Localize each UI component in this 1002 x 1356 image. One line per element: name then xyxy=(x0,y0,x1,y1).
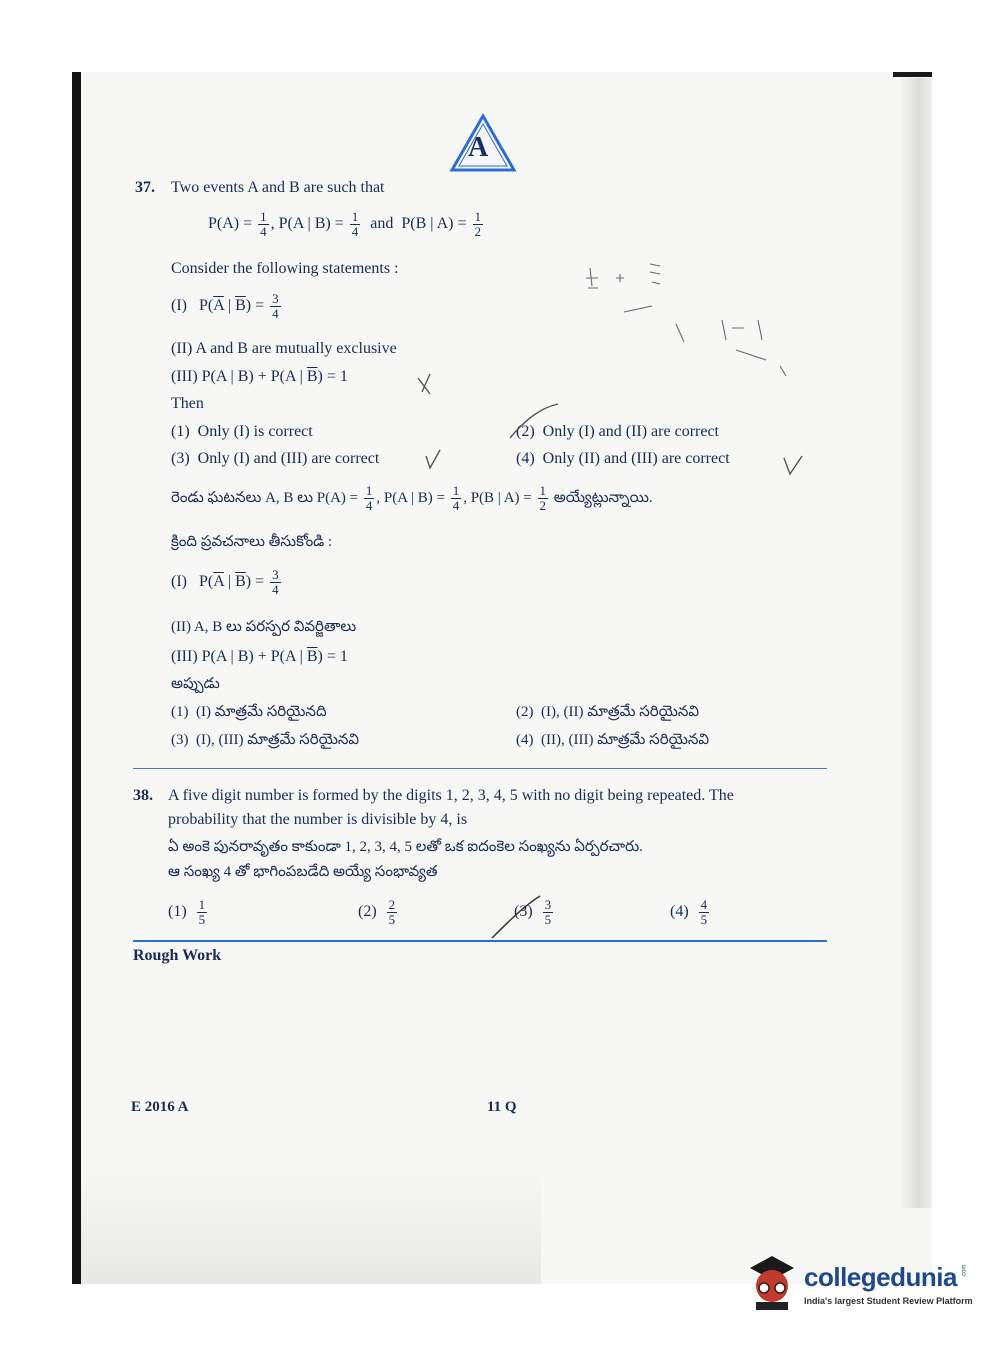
frac-num: 3 xyxy=(544,897,552,912)
q37-te-option-2[interactable] xyxy=(516,704,699,724)
footer-page: 11 Q xyxy=(487,1099,517,1115)
page-shadow xyxy=(81,1170,541,1284)
frac-den: 2 xyxy=(539,498,547,513)
frac-den: 4 xyxy=(351,224,359,239)
option-text: Only (II) and (III) are correct xyxy=(542,450,730,467)
frac-num: 2 xyxy=(388,897,396,912)
frac-num: 1 xyxy=(198,897,206,912)
s1-eq: ) = xyxy=(245,573,265,591)
s3-bbar: $\overline{B}$ xyxy=(306,648,318,665)
pencil-marks-icon xyxy=(400,360,820,510)
frac-num: 1 xyxy=(260,209,267,224)
option-num: (3) xyxy=(171,732,189,748)
footer-code: E 2016 A xyxy=(131,1099,189,1115)
scan-border-top-right xyxy=(893,72,932,77)
q37-statement-3 xyxy=(171,368,348,386)
s1-bbar: $\overline{B}$ xyxy=(235,573,246,591)
s1-label: (I) xyxy=(171,573,187,591)
q37-te-statement-2: (II) A, B లు పరస్పర వివర్జితాలు xyxy=(171,619,357,635)
q37-option-1[interactable] xyxy=(171,423,313,441)
frac-den: 4 xyxy=(452,498,460,513)
s3-bbar: $\overline{B}$ xyxy=(306,368,318,385)
frac-den: 4 xyxy=(365,498,373,513)
q38-te-line2: ఆ సంఖ్య 4 తో భాగింపబడేది అయ్యే సంభావ్యత xyxy=(168,864,438,880)
brand-suffix: .com xyxy=(961,1264,968,1278)
frac-num: 1 xyxy=(365,483,373,498)
s1-bbar: $\overline{B}$ xyxy=(235,297,246,315)
frac-den: 4 xyxy=(260,224,267,239)
q37-statement-2: (II) A and B are mutually exclusive xyxy=(171,340,397,357)
question-divider xyxy=(133,768,827,769)
s1-sep: | xyxy=(223,573,236,591)
option-text: Only (I) and (II) are correct xyxy=(542,423,719,440)
q37-option-3[interactable] xyxy=(171,450,379,468)
s1-label: (I) xyxy=(171,297,187,315)
s1-sep: | xyxy=(223,297,236,315)
s1-abar: $\overline{A}$ xyxy=(213,573,224,591)
frac-num: 3 xyxy=(272,291,279,306)
option-num: (2) xyxy=(516,423,535,440)
option-text: Only (I) is correct xyxy=(197,423,313,440)
frac-den: 5 xyxy=(700,912,708,927)
frac-den: 4 xyxy=(272,306,279,321)
q37-given: P(A) = $\frac{1}{4}$ , P(A | B) = $\frac{1}{4}$ and P(B | A) = $\frac{1}{2}$ xyxy=(208,209,481,239)
option-num: (2) xyxy=(516,704,534,720)
option-num: (1) xyxy=(168,903,187,921)
option-num: (4) xyxy=(516,450,535,467)
q37-te-option-3[interactable] xyxy=(171,732,359,752)
option-num: (1) xyxy=(171,423,190,440)
option-num: (4) xyxy=(670,903,689,921)
frac-num: 1 xyxy=(539,483,547,498)
frac-num: 3 xyxy=(272,567,279,582)
q37-consider: Consider the following statements : xyxy=(171,260,399,277)
option-text: (I) మాత్రమే సరియైనది xyxy=(196,704,327,720)
frac-num: 1 xyxy=(474,209,481,224)
and-word: and xyxy=(370,215,394,233)
option-num: (2) xyxy=(358,903,377,921)
q37-te-stem: రెండు ఘటనలు A, B లు P(A) = $\frac{1}{4}$ , P(A | B) = $\frac{1}{4}$ , P(B | A) = $\frac{1}{2}$ అయ్యేట్లున్నాయి. xyxy=(171,483,653,513)
q38-stem-line2: probability that the number is divisible by 4, is xyxy=(168,811,468,828)
q38-stem-line1: A five digit number is formed by the digits 1, 2, 3, 4, 5 with no digit being repeated. The xyxy=(168,787,734,804)
s1-abar: $\overline{A}$ xyxy=(213,297,224,315)
pba-label: P(B | A) = xyxy=(401,215,467,233)
q37-stem: Two events A and B are such that xyxy=(171,179,385,196)
te-stem-d: అయ్యేట్లున్నాయి. xyxy=(553,489,653,506)
s3-c: ) = 1 xyxy=(317,368,348,385)
option-num: (3) xyxy=(171,450,190,467)
frac-num: 1 xyxy=(452,483,460,498)
te-stem-b: P(A | B) = xyxy=(383,489,445,506)
q37-te-then: అప్పుడు xyxy=(171,676,220,692)
page-edge xyxy=(900,78,932,1208)
s3-a: (III) P(A | B) + P(A | xyxy=(171,648,307,665)
q38-option-4[interactable] xyxy=(670,898,711,927)
q37-number: 37. xyxy=(135,179,155,196)
frac-num: 1 xyxy=(351,209,359,224)
frac-den: 5 xyxy=(198,912,206,927)
option-text: (I), (II) మాత్రమే సరియైనవి xyxy=(541,704,700,720)
set-label: A xyxy=(468,132,489,163)
frac-den: 5 xyxy=(544,912,552,927)
pencil-tick-icon xyxy=(488,892,548,942)
q37-te-statement-3 xyxy=(171,648,348,666)
s1-p: P( xyxy=(198,297,214,315)
pa-label: P(A) = xyxy=(208,215,253,233)
option-text: (II), (III) మాత్రమే సరియైనవి xyxy=(541,732,710,748)
brand-name: collegedunia xyxy=(804,1262,957,1292)
s1-eq: ) = xyxy=(245,297,265,315)
s3-a: (III) P(A | B) + P(A | xyxy=(171,368,307,385)
brand-tagline: India's largest Student Review Platform xyxy=(804,1296,973,1306)
frac-den: 2 xyxy=(474,224,481,239)
pab-label: P(A | B) = xyxy=(278,215,344,233)
frac-den: 5 xyxy=(388,912,396,927)
q37-statement-1 xyxy=(171,292,283,321)
te-stem-a: రెండు ఘటనలు A, B లు P(A) = xyxy=(171,489,359,506)
option-text: (I), (III) మాత్రమే సరియైనవి xyxy=(196,732,360,748)
option-num: (4) xyxy=(516,732,534,748)
rough-work-label: Rough Work xyxy=(133,947,222,964)
q37-te-statement-1 xyxy=(171,568,283,597)
option-num: (1) xyxy=(171,704,189,720)
s3-c: ) = 1 xyxy=(317,648,348,665)
rough-calculation-icon xyxy=(580,258,800,378)
q37-te-consider: క్రింది ప్రవచనాలు తీసుకోండి : xyxy=(171,534,333,550)
scan-border-left xyxy=(72,72,81,1284)
frac-den: 4 xyxy=(272,582,279,597)
q37-te-option-1[interactable] xyxy=(171,704,327,724)
q37-te-option-4[interactable] xyxy=(516,732,709,752)
te-stem-c: P(B | A) = xyxy=(470,489,532,506)
q38-option-2[interactable] xyxy=(358,898,399,927)
s1-p: P( xyxy=(198,573,214,591)
q37-then: Then xyxy=(171,395,204,412)
q38-te-line1: ఏ అంకె పునరావృతం కాకుండా 1, 2, 3, 4, 5 లతో ఒక ఐదంకెల సంఖ్యను ఏర్పరచారు. xyxy=(168,839,643,855)
option-num: (3) xyxy=(514,903,533,921)
option-text: Only (I) and (III) are correct xyxy=(197,450,380,467)
q38-number: 38. xyxy=(133,787,153,804)
q38-option-1[interactable] xyxy=(168,898,209,927)
frac-num: 4 xyxy=(700,897,708,912)
rough-work-divider xyxy=(133,940,827,942)
